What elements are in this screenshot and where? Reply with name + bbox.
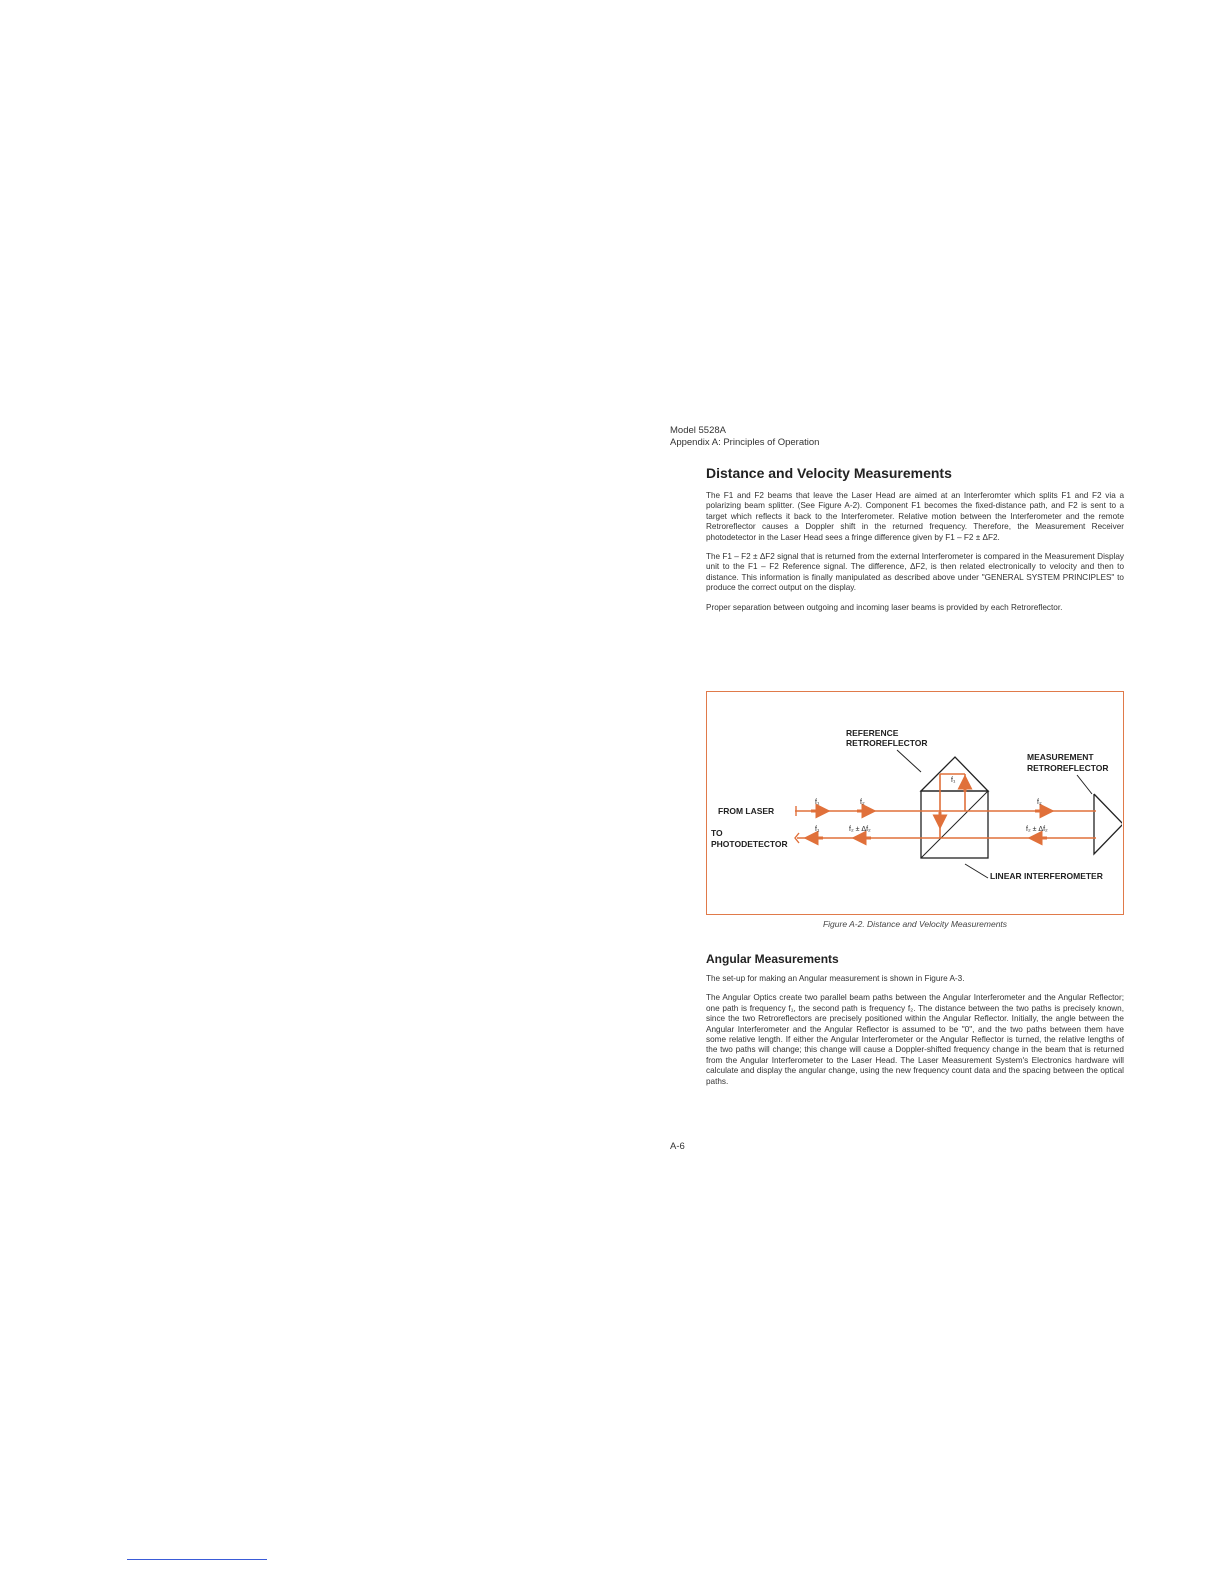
f1-label-retro: f₁ bbox=[951, 777, 956, 784]
measurement-label-line2: RETROREFLECTOR bbox=[1027, 763, 1109, 773]
f2-label-meas: f₂ bbox=[1037, 799, 1042, 806]
page-header bbox=[670, 425, 819, 449]
paragraph: The F1 and F2 beams that leave the Laser Head are aimed at an Interferomter which splits F1 and F2 via a polarizing beam splitter. (See Figure A-2). Component F1 becomes the fixed-distance path, and F2 is sent to a target which reflects it back to the Interferometer. Relative motion between the Interferometer and the remote Retroreflector causes a Doppler shift in the returned frequency. Therefore, the Measurement Receiver photodetector in the Laser Head sees a fringe difference given by F1 – F2 ± ΔF2. bbox=[706, 491, 1124, 542]
figure-caption: Figure A-2. Distance and Velocity Measurements bbox=[822, 919, 1008, 929]
interferometer-diagram bbox=[707, 692, 1122, 913]
reference-label-line2: RETROREFLECTOR bbox=[846, 738, 928, 748]
appendix-label: Appendix A: Principles of Operation bbox=[670, 437, 820, 448]
paragraph: The set-up for making an Angular measurement is shown in Figure A-3. bbox=[706, 974, 965, 983]
f2-shift-label-meas: f₂ ± Δf₂ bbox=[1026, 826, 1048, 833]
section-angular bbox=[706, 952, 1124, 1096]
f2-shift-label-ret: f₂ ± Δf₂ bbox=[849, 826, 871, 833]
paragraph: The Angular Optics create two parallel beam paths between the Angular Interferometer and the Angular Reflector; one path is frequency f₁, the second path is frequency f₂. The distance between the two paths is precisely known, since the two Retroreflectors are precisely positioned within the Angular Reflector. Initially, the angle between the Angular Interferometer and the Angular Reflector is assumed to be "0", and the two paths between them have some relative length. If either the Angular Interferometer or the Angular Reflector is turned, the relative lengths of the two paths will change; this change will cause a Doppler-shifted frequency change in the beam that is returned from the Angular Interferometer to the Laser Head. The Laser Measurement System's Electronics hardware will calculate and display the angular change, using the new frequency count data and the spacing between the optical paths. bbox=[706, 993, 1124, 1086]
to-label: TO bbox=[711, 828, 723, 838]
interferometer-label: LINEAR INTERFEROMETER bbox=[990, 871, 1103, 881]
measurement-retroreflector bbox=[1094, 794, 1122, 854]
reference-pointer bbox=[897, 750, 921, 772]
from-laser-label: FROM LASER bbox=[718, 806, 775, 816]
paragraph: Proper separation between outgoing and incoming laser beams is provided by each Retroreflector. bbox=[706, 602, 1063, 612]
f1-label-out: f₁ bbox=[815, 799, 820, 806]
measurement-pointer bbox=[1077, 775, 1092, 794]
measurement-label-line1: MEASUREMENT bbox=[1027, 752, 1094, 762]
model-label: Model 5528A bbox=[670, 425, 726, 436]
interferometer-pointer bbox=[965, 864, 988, 878]
photodetector-label: PHOTODETECTOR bbox=[711, 839, 788, 849]
linear-interferometer bbox=[921, 791, 988, 858]
reference-label-line1: REFERENCE bbox=[846, 728, 899, 738]
f1-label-ret: f₁ bbox=[815, 826, 820, 833]
f2-label-out: f₂ bbox=[860, 799, 865, 806]
footer-rule bbox=[127, 1559, 267, 1560]
figure-frame bbox=[706, 691, 1124, 915]
section-distance-velocity bbox=[706, 465, 1124, 622]
section-title: Angular Measurements bbox=[706, 952, 839, 966]
section-title: Distance and Velocity Measurements bbox=[706, 465, 952, 481]
paragraph: The F1 – F2 ± ΔF2 signal that is returned from the external Interferometer is compared in the Measurement Display unit to the F1 – F2 Reference signal. The difference, ΔF2, is then related electronically to velocity and then to distance. This information is finally manipulated as described above under "GENERAL SYSTEM PRINCIPLES" to produce the correct output on the display. bbox=[706, 552, 1124, 593]
page-number: A-6 bbox=[670, 1141, 685, 1152]
